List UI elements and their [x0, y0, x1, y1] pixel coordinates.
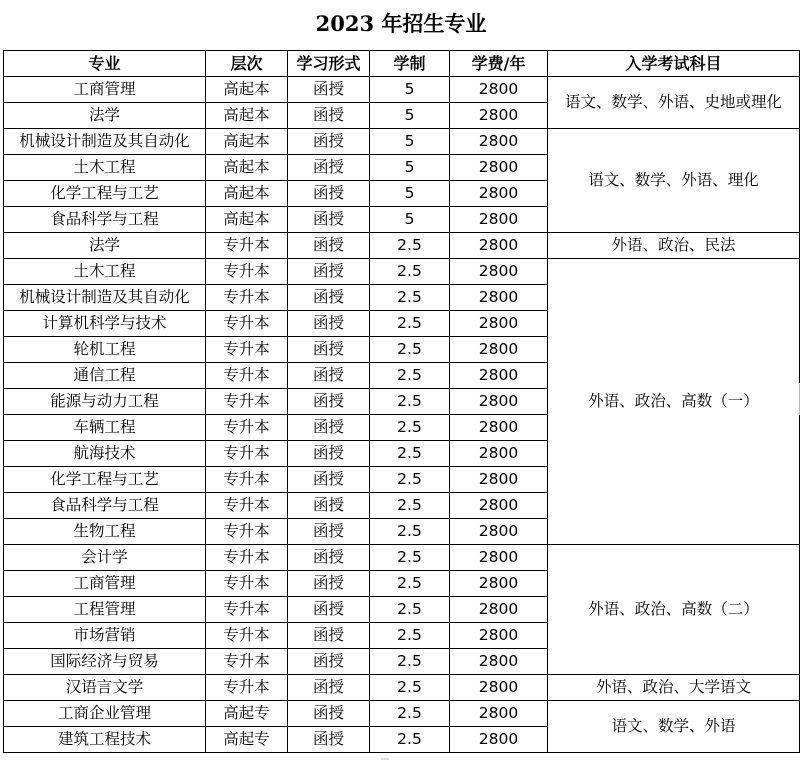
- cell-duration: 2.5: [370, 259, 450, 285]
- cell-exam-subjects: 语文、数学、外语: [548, 701, 800, 753]
- cell-duration: 2.5: [370, 623, 450, 649]
- cell-tuition: 2800: [450, 415, 548, 441]
- cell-duration: 5: [370, 129, 450, 155]
- cell-exam-subjects: 语文、数学、外语、理化: [548, 129, 800, 233]
- cell-level: 专升本: [206, 389, 288, 415]
- cell-level: 高起本: [206, 207, 288, 233]
- header-tuition: 学费/年: [450, 51, 548, 77]
- header-major: 专业: [4, 51, 206, 77]
- cell-study-mode: 函授: [288, 649, 370, 675]
- cell-level: 高起专: [206, 701, 288, 727]
- admissions-table: [3, 50, 800, 753]
- cell-tuition: 2800: [450, 337, 548, 363]
- cell-study-mode: 函授: [288, 597, 370, 623]
- header-exam-subjects: 入学考试科目: [548, 51, 800, 77]
- cell-major: 车辆工程: [4, 415, 206, 441]
- cell-study-mode: 函授: [288, 701, 370, 727]
- cell-tuition: 2800: [450, 389, 548, 415]
- cell-duration: 2.5: [370, 415, 450, 441]
- cell-study-mode: 函授: [288, 259, 370, 285]
- cell-major: 食品科学与工程: [4, 493, 206, 519]
- cell-major: 会计学: [4, 545, 206, 571]
- cell-study-mode: 函授: [288, 441, 370, 467]
- cell-duration: 5: [370, 155, 450, 181]
- cell-study-mode: 函授: [288, 727, 370, 753]
- cell-exam-subjects: 外语、政治、高数（二）: [548, 545, 800, 675]
- cell-major: 航海技术: [4, 441, 206, 467]
- cell-tuition: 2800: [450, 545, 548, 571]
- cell-duration: 2.5: [370, 727, 450, 753]
- cell-exam-subjects: 外语、政治、民法: [548, 233, 800, 259]
- cell-study-mode: 函授: [288, 675, 370, 701]
- cell-tuition: 2800: [450, 155, 548, 181]
- cell-major: 国际经济与贸易: [4, 649, 206, 675]
- table-row: [4, 675, 800, 701]
- cell-tuition: 2800: [450, 493, 548, 519]
- cell-level: 专升本: [206, 623, 288, 649]
- cell-level: 专升本: [206, 311, 288, 337]
- cell-level: 专升本: [206, 233, 288, 259]
- cell-study-mode: 函授: [288, 233, 370, 259]
- cell-major: 市场营销: [4, 623, 206, 649]
- cell-study-mode: 函授: [288, 519, 370, 545]
- cell-major: 计算机科学与技术: [4, 311, 206, 337]
- cell-duration: 2.5: [370, 701, 450, 727]
- cell-study-mode: 函授: [288, 415, 370, 441]
- cell-level: 专升本: [206, 467, 288, 493]
- cell-level: 高起专: [206, 727, 288, 753]
- cell-duration: 2.5: [370, 675, 450, 701]
- header-level: 层次: [206, 51, 288, 77]
- table-row: [4, 77, 800, 103]
- cell-major: 工程管理: [4, 597, 206, 623]
- cell-tuition: 2800: [450, 77, 548, 103]
- cell-study-mode: 函授: [288, 545, 370, 571]
- cell-duration: 2.5: [370, 649, 450, 675]
- cell-major: 土木工程: [4, 259, 206, 285]
- cell-level: 专升本: [206, 415, 288, 441]
- cell-major: 能源与动力工程: [4, 389, 206, 415]
- cell-tuition: 2800: [450, 571, 548, 597]
- cell-duration: 2.5: [370, 363, 450, 389]
- cell-major: 食品科学与工程: [4, 207, 206, 233]
- cell-major: 机械设计制造及其自动化: [4, 129, 206, 155]
- cell-level: 专升本: [206, 519, 288, 545]
- cell-level: 高起本: [206, 103, 288, 129]
- cell-major: 法学: [4, 233, 206, 259]
- cell-level: 专升本: [206, 571, 288, 597]
- header-study-mode: 学习形式: [288, 51, 370, 77]
- table-row: [4, 701, 800, 727]
- cell-level: 专升本: [206, 337, 288, 363]
- cell-level: 专升本: [206, 285, 288, 311]
- cell-study-mode: 函授: [288, 285, 370, 311]
- cell-tuition: 2800: [450, 363, 548, 389]
- cell-level: 专升本: [206, 675, 288, 701]
- header-row: [4, 51, 800, 77]
- cell-major: 汉语言文学: [4, 675, 206, 701]
- cell-level: 专升本: [206, 597, 288, 623]
- cell-duration: 5: [370, 103, 450, 129]
- cell-tuition: 2800: [450, 467, 548, 493]
- cell-study-mode: 函授: [288, 571, 370, 597]
- cell-study-mode: 函授: [288, 337, 370, 363]
- cell-level: 专升本: [206, 363, 288, 389]
- cell-study-mode: 函授: [288, 129, 370, 155]
- cell-study-mode: 函授: [288, 363, 370, 389]
- cell-study-mode: 函授: [288, 181, 370, 207]
- cell-study-mode: 函授: [288, 493, 370, 519]
- cell-tuition: 2800: [450, 727, 548, 753]
- cell-major: 工商管理: [4, 571, 206, 597]
- cell-duration: 2.5: [370, 467, 450, 493]
- table-row: [4, 259, 800, 285]
- cell-study-mode: 函授: [288, 155, 370, 181]
- cell-tuition: 2800: [450, 103, 548, 129]
- cell-duration: 2.5: [370, 571, 450, 597]
- cell-major: 化学工程与工艺: [4, 467, 206, 493]
- cell-exam-subjects: 外语、政治、高数（一）: [548, 259, 800, 545]
- cell-duration: 5: [370, 207, 450, 233]
- cell-study-mode: 函授: [288, 103, 370, 129]
- cell-study-mode: 函授: [288, 207, 370, 233]
- cell-major: 工商企业管理: [4, 701, 206, 727]
- cell-major: 法学: [4, 103, 206, 129]
- cell-tuition: 2800: [450, 623, 548, 649]
- cell-duration: 2.5: [370, 233, 450, 259]
- table-row: [4, 129, 800, 155]
- cell-study-mode: 函授: [288, 389, 370, 415]
- cell-study-mode: 函授: [288, 467, 370, 493]
- bottom-edge-mark: [381, 758, 389, 760]
- cell-duration: 2.5: [370, 311, 450, 337]
- cell-major: 工商管理: [4, 77, 206, 103]
- cell-level: 专升本: [206, 545, 288, 571]
- cell-level: 专升本: [206, 493, 288, 519]
- cell-exam-subjects: 语文、数学、外语、史地或理化: [548, 77, 800, 129]
- cell-tuition: 2800: [450, 441, 548, 467]
- cell-duration: 2.5: [370, 597, 450, 623]
- table-row: [4, 233, 800, 259]
- cell-tuition: 2800: [450, 129, 548, 155]
- cell-tuition: 2800: [450, 675, 548, 701]
- cell-major: 通信工程: [4, 363, 206, 389]
- cell-duration: 2.5: [370, 441, 450, 467]
- cell-study-mode: 函授: [288, 311, 370, 337]
- cell-duration: 2.5: [370, 519, 450, 545]
- cell-major: 机械设计制造及其自动化: [4, 285, 206, 311]
- cell-tuition: 2800: [450, 285, 548, 311]
- cell-tuition: 2800: [450, 233, 548, 259]
- cell-major: 轮机工程: [4, 337, 206, 363]
- cell-tuition: 2800: [450, 597, 548, 623]
- cell-tuition: 2800: [450, 701, 548, 727]
- cell-study-mode: 函授: [288, 623, 370, 649]
- cell-level: 高起本: [206, 77, 288, 103]
- cell-major: 化学工程与工艺: [4, 181, 206, 207]
- cell-level: 高起本: [206, 181, 288, 207]
- cell-level: 高起本: [206, 155, 288, 181]
- cell-tuition: 2800: [450, 207, 548, 233]
- table-body: [4, 77, 800, 753]
- cell-tuition: 2800: [450, 311, 548, 337]
- cell-level: 高起本: [206, 129, 288, 155]
- cell-major: 建筑工程技术: [4, 727, 206, 753]
- cell-duration: 2.5: [370, 389, 450, 415]
- header-duration: 学制: [370, 51, 450, 77]
- cell-tuition: 2800: [450, 649, 548, 675]
- page-title: 2023 年招生专业: [315, 11, 487, 36]
- cell-level: 专升本: [206, 441, 288, 467]
- cell-duration: 2.5: [370, 545, 450, 571]
- cell-duration: 5: [370, 181, 450, 207]
- cell-tuition: 2800: [450, 259, 548, 285]
- cell-major: 土木工程: [4, 155, 206, 181]
- cell-tuition: 2800: [450, 519, 548, 545]
- cell-level: 专升本: [206, 649, 288, 675]
- cell-study-mode: 函授: [288, 77, 370, 103]
- table-row: [4, 545, 800, 571]
- cell-duration: 5: [370, 77, 450, 103]
- cell-major: 生物工程: [4, 519, 206, 545]
- cell-level: 专升本: [206, 259, 288, 285]
- cell-duration: 2.5: [370, 493, 450, 519]
- cell-exam-subjects: 外语、政治、大学语文: [548, 675, 800, 701]
- cell-duration: 2.5: [370, 285, 450, 311]
- cell-duration: 2.5: [370, 337, 450, 363]
- cell-tuition: 2800: [450, 181, 548, 207]
